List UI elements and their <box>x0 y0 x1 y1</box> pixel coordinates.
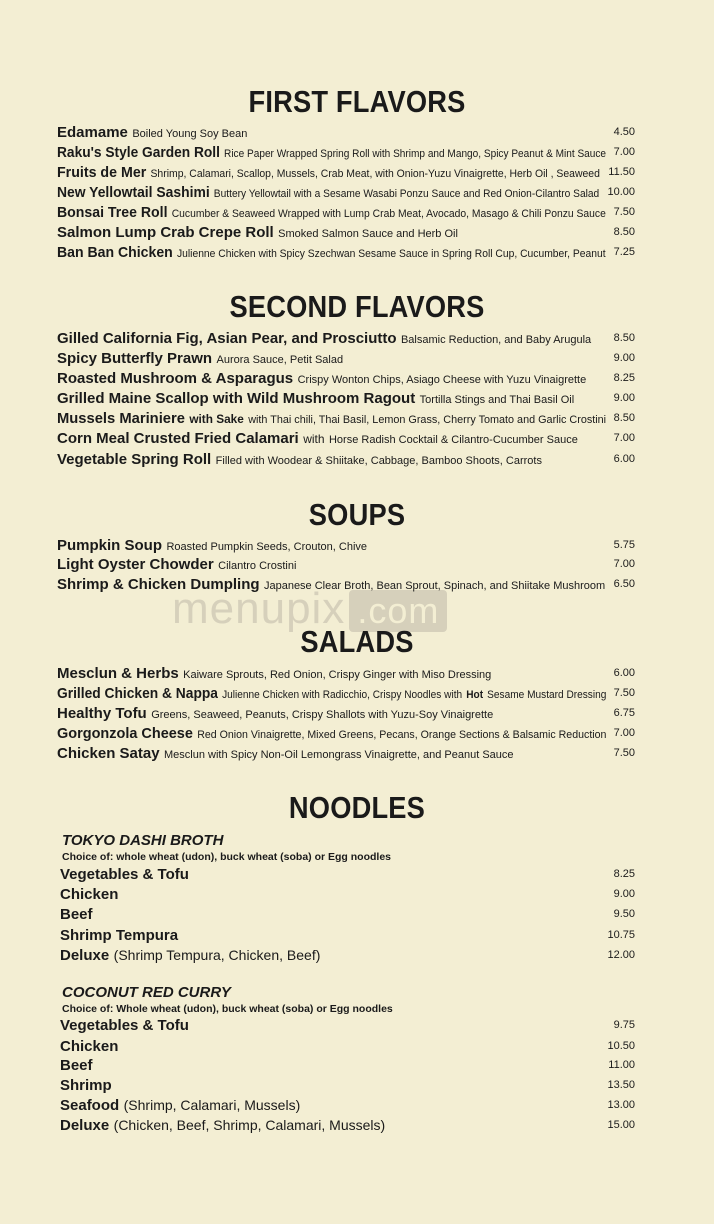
menu-item: Grilled Chicken & Nappa Julienne Chicken with Radicchio, Crispy Noodles with Hot Sesame Mustard Dressing 7.50 <box>57 685 635 702</box>
noodle-item: Shrimp 13.50 <box>60 1077 635 1094</box>
menu-item: Gorgonzola Cheese Red Onion Vinaigrette, Mixed Greens, Pecans, Orange Sections & Balsamic Reduction 7.00 <box>57 725 635 742</box>
noodle-item: Deluxe (Shrimp Tempura, Chicken, Beef) 12.00 <box>60 947 635 964</box>
section-heading-first-flavors: FIRST FLAVORS <box>248 84 466 119</box>
menu-item: Pumpkin Soup Roasted Pumpkin Seeds, Crouton, Chive 5.75 <box>57 537 635 554</box>
noodle-item: Beef 9.50 <box>60 906 635 923</box>
section-heading-soups: SOUPS <box>308 497 406 532</box>
menu-item: Shrimp & Chicken Dumpling Japanese Clear Broth, Bean Sprout, Spinach, and Shiitake Mushroom 6.50 <box>57 576 635 593</box>
menu-item: Light Oyster Chowder Cilantro Crostini 7.00 <box>57 556 635 573</box>
noodle-group-title: TOKYO DASHI BROTH <box>62 832 224 849</box>
menu-item: Edamame Boiled Young Soy Bean 4.50 <box>57 124 635 141</box>
menu-item: Ban Ban Chicken Julienne Chicken with Spicy Szechwan Sesame Sauce in Spring Roll Cup, Cucumber, Peanut 7.25 <box>57 244 635 261</box>
section-heading-noodles: NOODLES <box>288 790 426 825</box>
menu-item: New Yellowtail Sashimi Buttery Yellowtail with a Sesame Wasabi Ponzu Sauce and Red Onion-Cilantro Salad 10.00 <box>57 184 635 201</box>
noodle-item: Chicken 10.50 <box>60 1038 635 1055</box>
noodle-item: Shrimp Tempura 10.75 <box>60 927 635 944</box>
menu-item: Healthy Tofu Greens, Seaweed, Peanuts, Crispy Shallots with Yuzu-Soy Vinaigrette 6.75 <box>57 705 635 722</box>
noodle-choice-note: Choice of: whole wheat (udon), buck wheat (soba) or Egg noodles <box>62 851 392 863</box>
watermark: menupix .com <box>172 584 447 634</box>
menu-item: Spicy Butterfly Prawn Aurora Sauce, Petit Salad 9.00 <box>57 350 635 367</box>
section-heading-salads: SALADS <box>300 624 414 659</box>
noodle-item: Seafood (Shrimp, Calamari, Mussels) 13.00 <box>60 1097 635 1114</box>
menu-item: Corn Meal Crusted Fried Calamari with Horse Radish Cocktail & Cilantro-Cucumber Sauce 7.00 <box>57 430 635 447</box>
noodle-item: Deluxe (Chicken, Beef, Shrimp, Calamari, Mussels) 15.00 <box>60 1117 635 1134</box>
menu-item: Salmon Lump Crab Crepe Roll Smoked Salmon Sauce and Herb Oil 8.50 <box>57 224 635 241</box>
menu-item: Mussels Mariniere with Sake with Thai chili, Thai Basil, Lemon Grass, Cherry Tomato and Garlic Crostini 8.50 <box>57 410 635 427</box>
menu-item: Grilled Maine Scallop with Wild Mushroom Ragout Tortilla Stings and Thai Basil Oil 9.00 <box>57 390 635 407</box>
menu-item: Bonsai Tree Roll Cucumber & Seaweed Wrapped with Lump Crab Meat, Avocado, Masago & Chili Ponzu Sauce 7.50 <box>57 204 635 221</box>
menu-item: Vegetable Spring Roll Filled with Woodear & Shiitake, Cabbage, Bamboo Shoots, Carrots 6.00 <box>57 451 635 468</box>
section-heading-second-flavors: SECOND FLAVORS <box>229 289 485 324</box>
menu-item: Mesclun & Herbs Kaiware Sprouts, Red Onion, Crispy Ginger with Miso Dressing 6.00 <box>57 665 635 682</box>
menu-item: Raku's Style Garden Roll Rice Paper Wrapped Spring Roll with Shrimp and Mango, Spicy Peanut & Mint Sauce 7.00 <box>57 144 635 161</box>
noodle-choice-note: Choice of: Whole wheat (udon), buck wheat (soba) or Egg noodles <box>62 1003 393 1015</box>
menu-item: Chicken Satay Mesclun with Spicy Non-Oil Lemongrass Vinaigrette, and Peanut Sauce 7.50 <box>57 745 635 762</box>
noodle-item: Vegetables & Tofu 9.75 <box>60 1017 635 1034</box>
noodle-item: Beef 11.00 <box>60 1057 635 1074</box>
menu-item: Roasted Mushroom & Asparagus Crispy Wonton Chips, Asiago Cheese with Yuzu Vinaigrette 8.25 <box>57 370 635 387</box>
noodle-item: Chicken 9.00 <box>60 886 635 903</box>
noodle-group-title: COCONUT RED CURRY <box>62 984 231 1001</box>
noodle-item: Vegetables & Tofu 8.25 <box>60 866 635 883</box>
menu-item: Fruits de Mer Shrimp, Calamari, Scallop, Mussels, Crab Meat, with Onion-Yuzu Vinaigrette, Herb Oil , Seaweed 11.50 <box>57 164 635 181</box>
watermark-suffix: .com <box>349 590 447 632</box>
menu-item: Gilled California Fig, Asian Pear, and Prosciutto Balsamic Reduction, and Baby Arugula 8.50 <box>57 330 635 347</box>
